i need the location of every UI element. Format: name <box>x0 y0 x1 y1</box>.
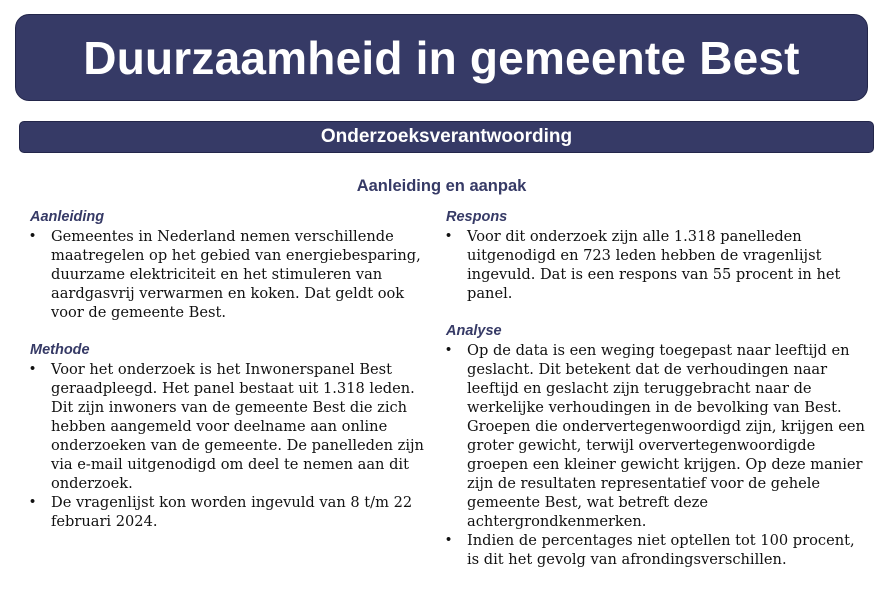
list-item: • Gemeentes in Nederland nemen verschillende maatregelen op het gebied van energiebesparing, duurzame elektriciteit en het stimuleren van aardgasvrij verwarmen en koken. Dat geldt ook voor de gemeente Best. <box>30 227 430 322</box>
section-label-methode: Methode <box>30 342 90 358</box>
list-item: • Voor het onderzoek is het Inwonerspanel Best geraadpleegd. Het panel bestaat uit 1.318 leden. Dit zijn inwoners van de gemeente Best die zich hebben aangemeld voor deelname aan online onderzoeken van de gemeente. De panelleden zijn via e-mail uitgenodigd om deel te nemen aan dit onderzoek. <box>30 360 430 493</box>
list-item: • Op de data is een weging toegepast naar leeftijd en geslacht. Dit betekent dat de verhoudingen naar leeftijd en geslacht zijn teruggebracht naar de werkelijke verhoudingen in de bevolking van Best. Groepen die ondervertegenwoordigd zijn, krijgen een groter gewicht, terwijl oververtegenwoordigde groepen een kleiner gewicht krijgen. Op deze manier zijn de resultaten representatief voor de gehele gemeente Best, wat betreft deze achtergrondkenmerken. <box>446 341 866 531</box>
page-subtitle: Onderzoeksverantwoording <box>320 126 573 147</box>
left-column <box>30 208 430 550</box>
list-item: • Voor dit onderzoek zijn alle 1.318 panelleden uitgenodigd en 723 leden hebben de vragenlijst ingevuld. Dat is een respons van 55 procent in het panel. <box>446 227 866 303</box>
respons-list <box>446 227 866 303</box>
section-label-analyse: Analyse <box>446 323 502 339</box>
section-label-respons: Respons <box>446 209 508 225</box>
analyse-list <box>446 341 866 569</box>
title-banner <box>15 14 868 101</box>
section-label-aanleiding: Aanleiding <box>30 209 105 225</box>
list-item: • De vragenlijst kon worden ingevuld van 8 t/m 22 februari 2024. <box>30 493 430 531</box>
subtitle-bar <box>19 121 874 153</box>
page-title: Duurzaamheid in gemeente Best <box>83 31 800 84</box>
aanleiding-list <box>30 227 430 322</box>
section-heading: Aanleiding en aanpak <box>356 177 527 195</box>
list-item: • Indien de percentages niet optellen tot 100 procent, is dit het gevolg van afrondingsverschillen. <box>446 531 866 569</box>
methode-list <box>30 360 430 531</box>
right-column <box>446 208 866 588</box>
